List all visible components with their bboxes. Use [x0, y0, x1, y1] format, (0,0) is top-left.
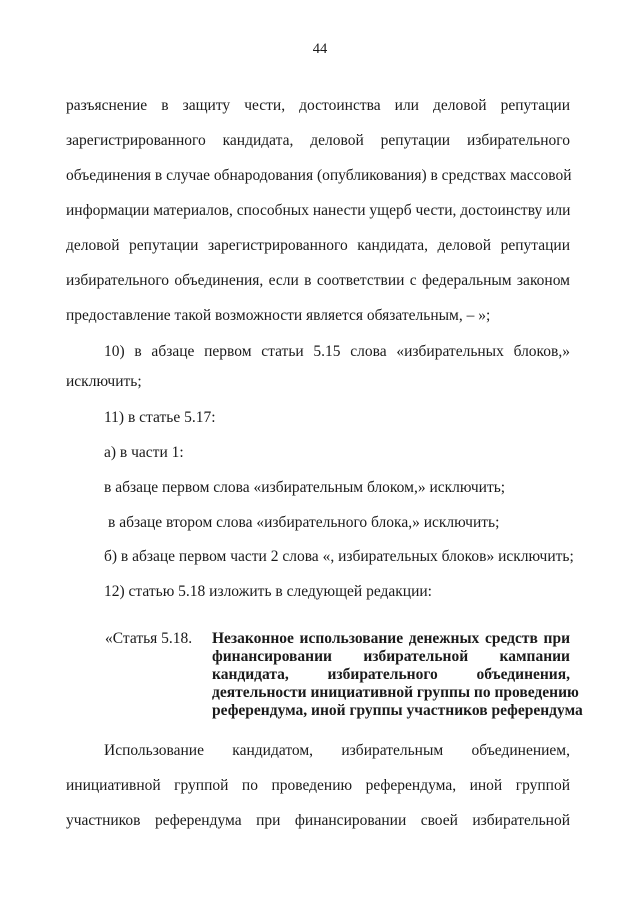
- item-11-b: б) в абзаце первом части 2 слова «, избирательных блоков» исключить;: [104, 548, 574, 565]
- intro-line: объединения в случае обнародования (опубликования) в средствах массовой: [66, 167, 572, 184]
- article-label: «Статья 5.18.: [105, 630, 193, 647]
- article-title-line: деятельности инициативной группы по проведению: [212, 684, 579, 701]
- body-paragraph-first-line: [104, 733, 570, 768]
- item-11: 11) в статье 5.17:: [104, 409, 216, 426]
- item-11-a: а) в части 1:: [104, 444, 184, 461]
- body-line: участников референдума при финансировании своей избирательной: [66, 812, 570, 829]
- intro-line: предоставление такой возможности является обязательным, – »;: [66, 307, 491, 324]
- article-title-line: Незаконное использование денежных средств при: [212, 630, 570, 647]
- article-title-line: референдума, иной группы участников референдума: [212, 702, 583, 719]
- intro-line: информации материалов, способных нанести ущерб чести, достоинству или: [66, 202, 571, 219]
- body-line: инициативной группой по проведению референдума, иной группой: [66, 777, 570, 794]
- item-10-continuation: исключить;: [66, 373, 142, 390]
- intro-line: зарегистрированного кандидата, деловой репутации избирательного: [66, 132, 570, 149]
- item-10: [104, 334, 570, 369]
- intro-line: деловой репутации зарегистрированного кандидата, деловой репутации: [66, 237, 570, 254]
- intro-line: разъяснение в защиту чести, достоинства или деловой репутации: [66, 97, 570, 114]
- article-title-line: финансировании избирательной кампании: [212, 648, 570, 665]
- page-number: 44: [312, 41, 328, 57]
- body-paragraph: [66, 768, 570, 838]
- item-11-a-paragraph-1: в абзаце первом слова «избирательным блоком,» исключить;: [104, 479, 506, 496]
- item-11-a-paragraph-2: в абзаце втором слова «избирательного блока,» исключить;: [108, 514, 500, 531]
- item-10-line: 10) в абзаце первом статьи 5.15 слова «избирательных блоков,»: [104, 343, 570, 360]
- intro-paragraph: [66, 88, 570, 333]
- intro-line: избирательного объединения, если в соответствии с федеральным законом: [66, 272, 570, 289]
- body-line: Использование кандидатом, избирательным объединением,: [104, 742, 570, 759]
- item-12: 12) статью 5.18 изложить в следующей редакции:: [104, 583, 432, 600]
- article-title: [212, 630, 583, 720]
- article-title-line: кандидата, избирательного объединения,: [212, 666, 570, 683]
